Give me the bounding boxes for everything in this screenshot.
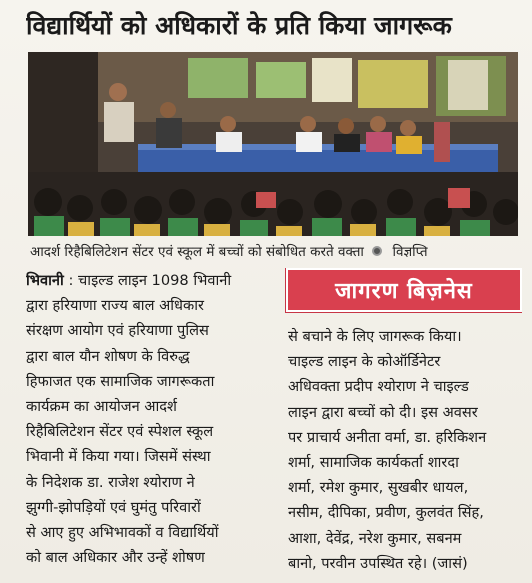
text-line: भिवानी : चाइल्ड लाइन 1098 भिवानी: [26, 272, 232, 289]
text-line: नसीम, दीपिका, प्रवीण, कुलवंत सिंह,: [288, 504, 484, 522]
event-photo: [28, 52, 518, 236]
text-line: से बचाने के लिए जागरूक किया।: [288, 328, 462, 345]
text-line: शर्मा, सामाजिक कार्यकर्ता शारदा: [288, 454, 459, 472]
text-line: संरक्षण आयोग एवं हरियाणा पुलिस: [26, 322, 209, 340]
text-line: भिवानी में किया गया। जिसमें संस्था: [26, 448, 211, 466]
text-line: शर्मा, रमेश कुमार, सुखबीर धायल,: [288, 479, 469, 497]
brand-banner: जागरण बिज़नेस: [286, 268, 522, 312]
article-body-right: [282, 324, 522, 576]
text-line: चाइल्ड लाइन के कोऑर्डिनेटर: [288, 353, 441, 371]
text-line: आशा, देवेंद्र, नरेश कुमार, सबनम: [288, 529, 462, 547]
text-line: रिहैबिलिटेशन सेंटर एवं स्पेशल स्कूल: [26, 423, 214, 441]
text-line: बानो, परवीन उपस्थित रहे। (जासं): [288, 554, 468, 572]
headline: विद्यार्थियों को अधिकारों के प्रति किया जागरूक: [26, 11, 452, 40]
text-line: द्वारा हरियाणा राज्य बाल अधिकार: [26, 297, 204, 315]
article-column-left: [26, 268, 278, 580]
caption-text: आदर्श रिहैबिलिटेशन सेंटर एवं स्कूल में बच्चों को संबोधित करते वक्ता: [30, 244, 364, 260]
text-line: कार्यक्रम का आयोजन आदर्श: [26, 398, 177, 416]
event-photo-illustration: [28, 52, 518, 236]
text-line: झुग्गी-झोपड़ियों एवं घुमंतु परिवारों: [26, 498, 201, 516]
photo-caption: [30, 240, 520, 264]
text-line: हिफाजत एक सामाजिक जागरूकता: [26, 372, 215, 390]
text-line: पर प्राचार्य अनीता वर्मा, डा. हरिकिशन: [288, 428, 487, 446]
text-line: को बाल अधिकार और उन्हें शोषण: [26, 549, 205, 567]
text-line: से आए हुए अभिभावकों व विद्यार्थियों: [26, 524, 219, 542]
text-line: द्वारा बाल यौन शोषण के विरुद्ध: [26, 347, 190, 365]
photo-credit: विज्ञप्ति: [392, 244, 428, 260]
text-line: अधिवक्ता प्रदीप श्योराण ने चाइल्ड: [288, 378, 469, 396]
credit-bullet-icon: [372, 246, 382, 256]
text-line: के निदेशक डा. राजेश श्योराण ने: [26, 473, 195, 491]
text-line: लाइन द्वारा बच्चों को दी। इस अवसर: [288, 403, 478, 421]
article-column-right: [282, 268, 522, 580]
dateline: भिवानी: [26, 272, 64, 289]
